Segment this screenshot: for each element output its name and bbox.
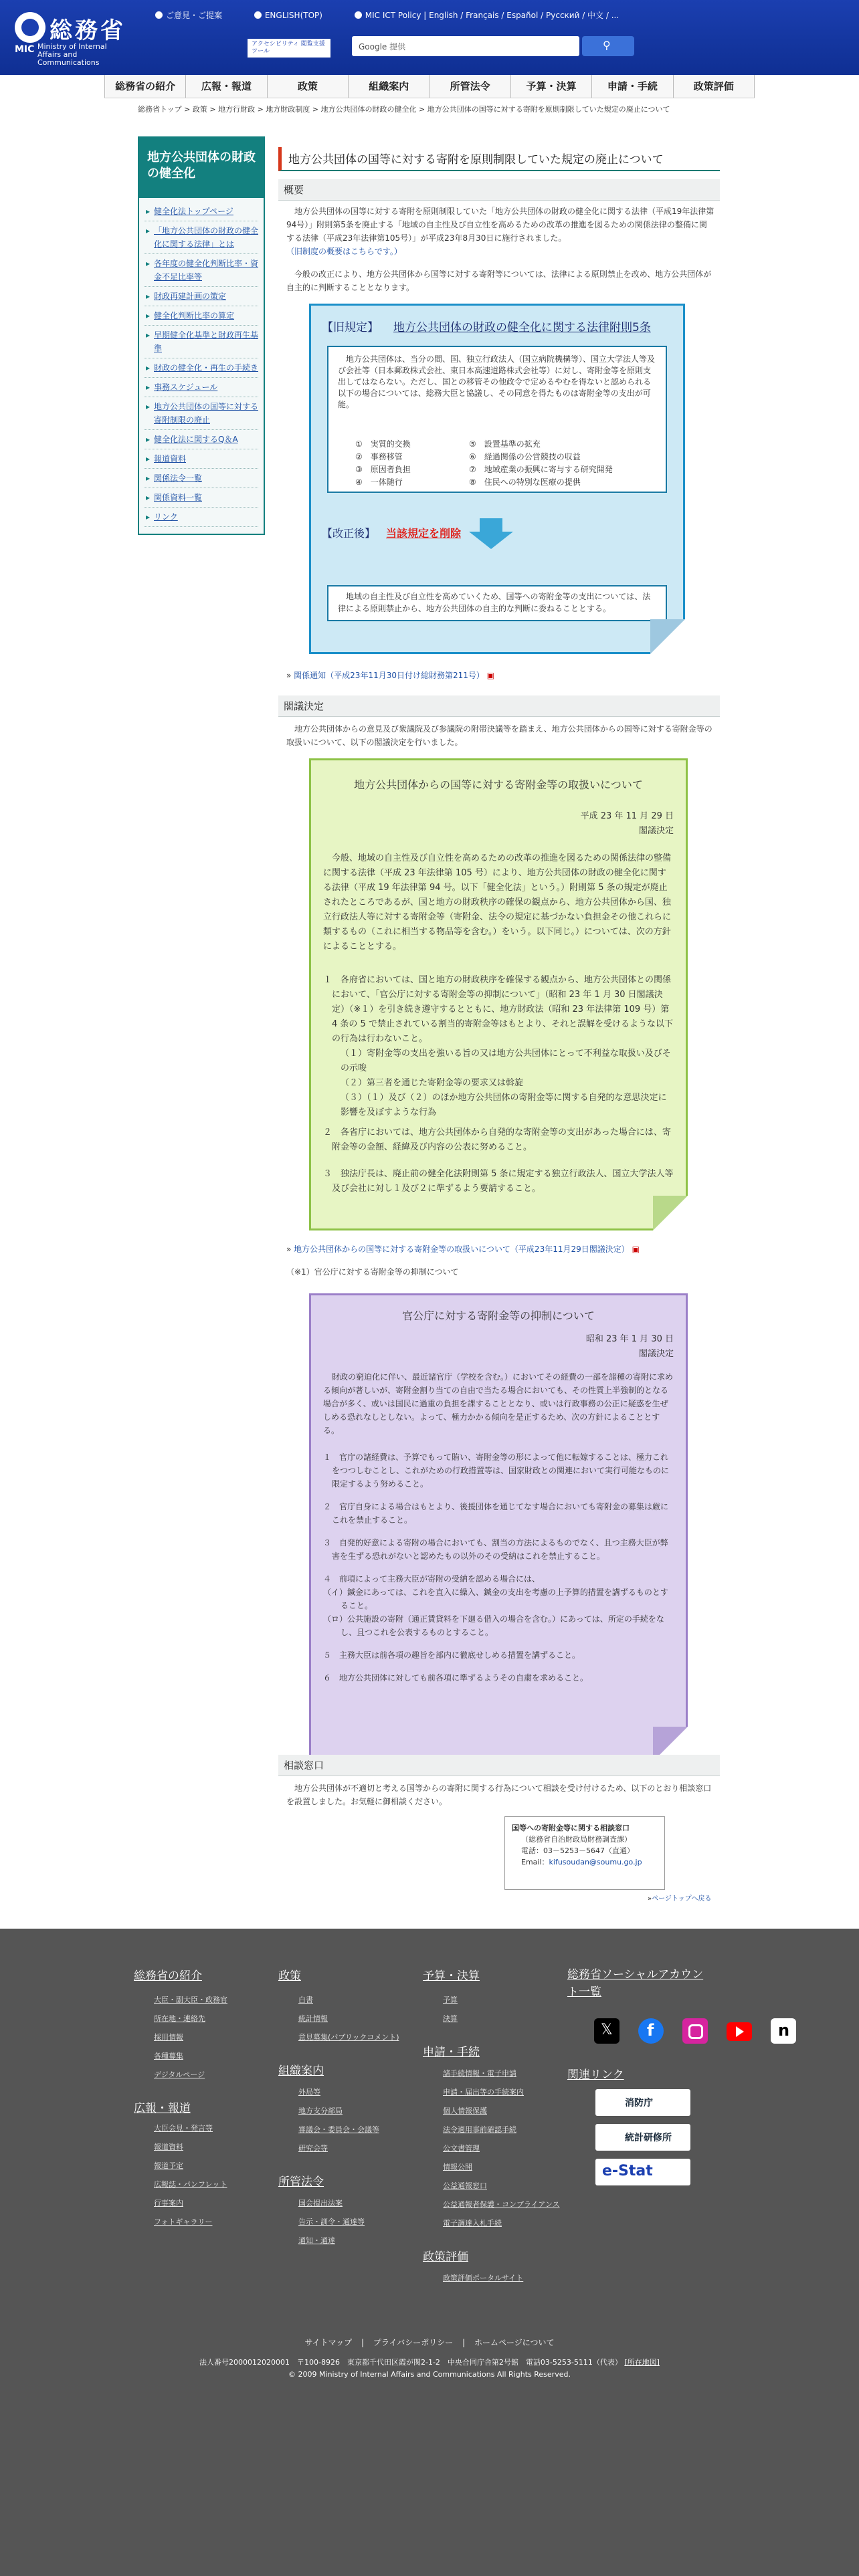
pagetop-row	[648, 1893, 711, 1906]
consultation-email-label: Email：	[521, 1858, 549, 1866]
sidebar-item[interactable]: ▸ 地方公共団体の国等に対する寄附制限の廃止	[145, 397, 258, 430]
map-link[interactable]: [所在地図]	[624, 2358, 660, 2367]
footer-heading[interactable]: 総務省ソーシャルアカウント一覧	[567, 1968, 704, 1999]
footer-link[interactable]: 大臣会見・発言等	[154, 2124, 213, 2133]
page-fold-icon	[650, 619, 685, 654]
footer-link[interactable]: 研究会等	[298, 2144, 328, 2153]
cabinet-decision-subitems	[323, 1047, 674, 1120]
search-input[interactable]	[352, 36, 579, 56]
consultation-dept: （総務省自治財政局財務調査課）	[521, 1835, 632, 1844]
banner-fdma[interactable]	[595, 2089, 690, 2116]
header-link-ict[interactable]	[355, 11, 634, 20]
old-rule-title: 地方公共団体の財政の健全化に関する法律附則5条	[393, 321, 651, 334]
cabinet-decision-subitem: （１）寄附金等の支出を強いる旨の又は地方公共団体にとって不利益な取扱い及びその示唆	[341, 1049, 671, 1073]
old-rule-item: ③ 原因者負担	[355, 465, 411, 474]
footer-link[interactable]: 大臣・副大臣・政務官	[154, 1996, 227, 2004]
footer-link[interactable]: 政策評価ポータルサイト	[443, 2274, 524, 2282]
section-heading-overview: 概要	[278, 179, 720, 201]
old-rule-header	[322, 318, 651, 334]
sidebar-title: 地方公共団体の財政の健全化	[138, 136, 265, 198]
footer-heading[interactable]: 広報・報道	[134, 2102, 191, 2115]
site-header	[0, 0, 859, 75]
old-rule-item: ⑤ 設置基準の拡充	[469, 439, 541, 449]
footer-link[interactable]: 告示・訓令・通達等	[298, 2218, 365, 2226]
logo-text: 総務省	[50, 17, 126, 44]
footer-heading[interactable]: 予算・決算	[423, 1969, 480, 1983]
header-link-english[interactable]	[254, 11, 337, 20]
footer-link[interactable]: 各種募集	[154, 2052, 183, 2060]
header-links	[155, 9, 648, 21]
section-heading-consultation: 相談窓口	[278, 1755, 720, 1776]
footer-link[interactable]: 統計情報	[298, 2014, 328, 2023]
restraint-decision-items	[323, 1451, 674, 1685]
footer-link[interactable]: 国会提出法案	[298, 2199, 343, 2208]
arrow-icon: »	[286, 1245, 292, 1254]
footer-heading[interactable]: 政策評価	[423, 2250, 468, 2264]
nav-item-policy[interactable]: 政策	[267, 75, 348, 98]
sidebar-menu	[138, 198, 265, 535]
global-nav	[104, 75, 755, 98]
restraint-decision-item: （イ）鍼金にあっては、これを直入に繰入、鍼金の支出を考慮の上予算的措置を講ずるものとすること。	[323, 1588, 668, 1610]
old-rule-items-right	[469, 438, 613, 489]
old-system-link[interactable]: （旧制度の概要はこちらです。）	[286, 247, 402, 256]
sidebar	[138, 136, 265, 535]
banner-stat-institute[interactable]	[595, 2124, 690, 2151]
footer-link[interactable]: 申請・届出等の手続案内	[443, 2088, 524, 2097]
cabinet-decision-intro: 今般、地域の自主性及び自立性を高めるための改革の推進を図るための関係法律の整備に関する法律（平成 23 年法律第 105 号）により、地方公共団体の財政の健全化に関する法律（平成 19 年法律第 94 号。以下「健全化法」という。）附則第 5 条の規定が廃止されたところであるが、国と地方の財政秩序の確保の観点から、地方公共団体から国、独立行政法人等に対する寄附金等（寄附金、法令の規定に基づかない負担金その他これらに類するもの（これに相当する物品等を含む。）をいう。以下同じ。）については、次の方針によることとする。	[323, 853, 672, 952]
sidebar-item[interactable]: ▸ リンク	[145, 508, 258, 527]
footer-link[interactable]: 予算	[443, 1996, 458, 2004]
nav-item-organization[interactable]: 組織案内	[348, 75, 429, 98]
note-1: （※1）官公庁に対する寄附金等の抑制について	[286, 1267, 459, 1277]
old-rule-item: ② 事務移管	[355, 452, 403, 461]
cabinet-decision-title: 地方公共団体からの国等に対する寄附金等の取扱いについて	[354, 778, 643, 791]
restraint-decision-item: ６ 地方公共団体に対しても前各項に準ずるようその自粛を求めること。	[323, 1673, 589, 1683]
down-arrow-icon	[469, 518, 513, 549]
pdf-icon: ▣	[632, 1245, 640, 1254]
separator: |	[462, 2338, 466, 2347]
header-link-feedback[interactable]	[155, 11, 237, 20]
cabinet-text: 地方公共団体からの意見及び衆議院及び参議院の附帯決議等を踏まえ、地方公共団体からの国等に対する寄附金等の取扱いについて、以下の閣議決定を行いました。	[286, 724, 712, 747]
new-rule-body-box	[327, 585, 667, 621]
consultation-tel: 電話：03－5253－5647（直通）	[521, 1846, 634, 1855]
restraint-decision-item: ４ 前項によって主務大臣が寄附の受納を認める場合には、	[323, 1574, 541, 1584]
footer-link[interactable]: 地方支分部局	[298, 2107, 343, 2115]
header-link-label: ご意見・ご提案	[166, 11, 223, 20]
old-rule-body: 地方公共団体は、当分の間、国、独立行政法人（国立病院機構等）、国立大学法人等及び会社等（日本郵政株式会社、東日本高速道路株式会社等）に対し、寄附金等を原則支出してはならない。ただし、国との移管その他政令で定めるやむを得ないと認められる以下の場合については、総務大臣と協議し、その同意を得たものは寄附金等の支出が可能。	[338, 354, 656, 409]
cabinet-decision-item: １ 各府省においては、国と地方の財政秩序を確保する観点から、地方公共団体との関係において、「官公庁に対する寄附金等の抑制について」（昭和 23 年 1 月 30 日閣議決定）（※１）を引き続き遵守するとともに、地方財政法（昭和 23 年法律第 109 号）第 4 条の 5 で禁止されている割当的寄附金等はもとより、それと誤解を受けるような以下の行為は行わないこと。	[323, 975, 673, 1044]
sidebar-item[interactable]: ▸ 報道資料	[145, 449, 258, 469]
old-rule-items-left	[355, 438, 411, 489]
footer-link[interactable]: 決算	[443, 2014, 458, 2023]
accessibility-button[interactable]	[248, 39, 330, 58]
new-rule-body: 地域の自主性及び自立性を高めていくため、国等への寄附金等の支出については、法律による原則禁止から、地方公共団体の自主的な判断に委ねることとする。	[338, 592, 651, 613]
breadcrumb[interactable]: 総務省トップ > 政策 > 地方行財政 > 地方財政制度 > 地方公共団体の財政の健全化 > 地方公共団体の国等に対する寄附を原則制限していた規定の廃止について	[138, 105, 670, 114]
footer-link[interactable]: 採用情報	[154, 2033, 183, 2042]
cabinet-decision-item: ３ 独法庁長は、廃止前の健全化法附則第 5 条に規定する独立行政法人、国立大学法人等及び会社に対し１及び２に準ずるよう要請すること。	[323, 1169, 674, 1194]
sidebar-item[interactable]: ▸ 健全化法トップページ	[145, 202, 258, 221]
new-rule-label: 【改正後】	[322, 527, 376, 540]
facebook-icon[interactable]: f	[638, 2018, 664, 2044]
overview-text	[286, 205, 714, 258]
old-rule-item: ⑦ 地域産業の振興に寄与する研究開発	[469, 465, 613, 474]
old-rule-body-box	[327, 346, 667, 493]
sidebar-item[interactable]: ▸ 健全化法に関するQ＆A	[145, 430, 258, 449]
nav-item-procedures[interactable]: 申請・手続	[591, 75, 672, 98]
old-rule-panel	[309, 304, 685, 654]
new-rule-title: 当該規定を削除	[386, 527, 462, 540]
nav-item-evaluation[interactable]: 政策評価	[673, 75, 755, 98]
sidebar-item[interactable]: ▸ 各年度の健全化判断比率・資金不足比率等	[145, 254, 258, 287]
logo-mic: MIC	[15, 44, 35, 55]
nav-item-press[interactable]: 広報・報道	[185, 75, 266, 98]
footer-link[interactable]: 公文書管理	[443, 2144, 480, 2153]
restraint-decision-item: ３ 自発的好意による寄附の場合においても、割当の方法によるものでなく、且つ主務大臣が弊害を生ずる恐れがないと認めたもの以外のその受納はこれを禁止すること。	[323, 1538, 668, 1561]
old-rule-item: ④ 一体随行	[355, 477, 403, 487]
old-rule-item: ⑥ 経過関係の公営競技の収益	[469, 452, 581, 461]
cabinet-decision-panel	[309, 758, 688, 1230]
site-footer	[0, 1929, 859, 2576]
footer-link[interactable]: フォトギャラリー	[154, 2218, 213, 2226]
nav-item-laws[interactable]: 所管法令	[430, 75, 510, 98]
footer-link[interactable]: 公益通報者保護・コンプライアンス	[443, 2200, 560, 2209]
consultation-email-link[interactable]: kifusoudan@soumu.go.jp	[549, 1858, 642, 1866]
footer-link[interactable]: 広報誌・パンフレット	[154, 2180, 227, 2189]
sidebar-item[interactable]: ▸ 事務スケジュール	[145, 378, 258, 397]
logo-english: Ministry of Internal Affairs and Communications	[37, 42, 107, 67]
accessibility-label: アクセシビリティ 閲覧支援ツール	[252, 41, 325, 55]
footer-privacy-link[interactable]: プライバシーポリシー	[373, 2338, 454, 2347]
footer-link[interactable]: 法令適用事前確認手続	[443, 2125, 516, 2134]
sidebar-item[interactable]: ▸ 財政の健全化・再生の手続き	[145, 358, 258, 378]
footer-sitemap-link[interactable]: サイトマップ	[304, 2338, 353, 2347]
footer-link[interactable]: 通知・通達	[298, 2236, 335, 2245]
footer-link[interactable]: 諸手続情報・電子申請	[443, 2069, 516, 2078]
restraint-decision-label: 閣議決定	[638, 1349, 674, 1359]
cabinet-decision-subitem: （２）第三者を通じた寄附金等の要求又は斡旋	[341, 1078, 524, 1088]
sidebar-item[interactable]: ▸ 「地方公共団体の財政の健全化に関する法律」とは	[145, 221, 258, 254]
instagram-icon[interactable]	[682, 2018, 708, 2044]
restraint-decision-panel	[309, 1293, 688, 1761]
footer-heading[interactable]: 組織案内	[278, 2064, 324, 2078]
search-placeholder: Google 提供	[359, 42, 406, 51]
consultation-title: 国等への寄附金等に関する相談窓口	[512, 1824, 630, 1832]
note-icon[interactable]: n	[771, 2018, 796, 2044]
footer-link[interactable]: デジタルページ	[154, 2070, 205, 2079]
logo-mark-icon	[15, 12, 45, 43]
youtube-icon[interactable]	[727, 2022, 752, 2041]
old-rule-item: ⑧ 住民への特別な医療の提供	[469, 477, 581, 487]
cabinet-link-row	[286, 1243, 714, 1256]
footer-link[interactable]: 公益通報窓口	[443, 2181, 487, 2190]
sidebar-item[interactable]: ▸ 健全化判断比率の算定	[145, 306, 258, 326]
footer-link[interactable]: 電子調達入札手続	[443, 2219, 502, 2228]
footer-link[interactable]: 審議会・委員会・会議等	[298, 2125, 379, 2134]
notice-row	[286, 669, 714, 682]
footer-link[interactable]: 個人情報保護	[443, 2107, 487, 2115]
arrow-icon: »	[286, 671, 292, 680]
section-heading-cabinet: 閣議決定	[278, 695, 720, 717]
footer-link[interactable]: 意見募集(パブリックコメント)	[298, 2033, 399, 2042]
consultation-box	[504, 1816, 665, 1890]
separator: |	[361, 2338, 365, 2347]
banner-label: 消防庁	[625, 2098, 653, 2109]
copyright: © 2009 Ministry of Internal Affairs and Communications All Rights Reserved.	[288, 2370, 571, 2379]
search-button[interactable]	[582, 36, 634, 56]
cabinet-decision-subitem: （３）（１）及び（２）のほか地方公共団体の寄附金等に関する自発的な意思決定に影響を及ぼすような行為	[341, 1093, 667, 1117]
nav-item-about[interactable]: 総務省の紹介	[104, 75, 185, 98]
circle-icon	[355, 11, 362, 19]
notice-pdf-link[interactable]: 関係通知（平成23年11月30日付け総財務第211号）	[294, 671, 484, 680]
footer-heading[interactable]: 所管法令	[278, 2175, 324, 2189]
footer-heading[interactable]: 関連リンク	[567, 2068, 624, 2082]
header-link-label: ENGLISH(TOP)	[264, 11, 322, 20]
cabinet-decision-item: ２ 各省庁においては、地方公共団体から自発的な寄附金等の支出があった場合には、寄附金等の金額、経緯及び内容の公表に努めること。	[323, 1128, 671, 1152]
new-rule-header	[322, 525, 461, 540]
footer-link[interactable]: 情報公開	[443, 2163, 472, 2171]
cabinet-decision-date: 平成 23 年 11 月 29 日	[580, 811, 674, 821]
old-rule-label: 【旧規定】	[322, 321, 379, 334]
footer-link[interactable]: 報道予定	[154, 2161, 183, 2170]
footer-link[interactable]: 所在地・連絡先	[154, 2014, 205, 2023]
footer-link[interactable]: 白書	[298, 1996, 313, 2004]
overview-para-2: 今般の改正により、地方公共団体から国等に対する寄附等については、法律による原則禁止を改め、地方公共団体が自主的に判断することとなります。	[286, 270, 712, 292]
restraint-decision-item: ５ 主務大臣は前各項の趣旨を部内に徹底せしめる措置を講ずること。	[323, 1650, 581, 1660]
x-icon[interactable]: 𝕏	[594, 2018, 619, 2044]
footer-bottom-links	[0, 2337, 859, 2348]
footer-heading[interactable]: 申請・手続	[423, 2046, 480, 2059]
old-rule-item: ① 実質的交換	[355, 439, 411, 449]
banner-label: e-Stat	[602, 2163, 653, 2179]
pagetop-link[interactable]: ページトップへ戻る	[652, 1895, 712, 1903]
circle-icon	[254, 11, 262, 19]
footer-link[interactable]: 行事案内	[154, 2199, 183, 2208]
restraint-decision-item: ２ 官庁自身による場合はもとより、後援団体を通じてなす場合においても寄附金の募集は厳にこれを禁止すること。	[323, 1502, 669, 1525]
consultation-text: 地方公共団体が不適切と考える国等からの寄附に関する行為について相談を受け付けるため、以下のとおり相談窓口を設置しました。お気軽に御相談ください。	[286, 1784, 712, 1806]
cabinet-pdf-link[interactable]: 地方公共団体からの国等に対する寄附金等の取扱いについて（平成23年11月29日閣議決定）	[294, 1245, 630, 1254]
footer-address	[0, 2357, 859, 2367]
sidebar-item[interactable]: ▸ 財政再建計画の策定	[145, 287, 258, 306]
overview-para: 地方公共団体の国等に対する寄附を原則制限していた「地方公共団体の財政の健全化に関する法律（平成19年法律第94号）」附則第5条を廃止する「地域の自主性及び自立性を高めるための改革の推進を図るための関係法律の整備に関する法律（平成23年法律第105号）」が平成23年8月30日に施行されました。	[286, 207, 714, 243]
nav-item-budget[interactable]: 予算・決算	[510, 75, 591, 98]
header-link-label: MIC ICT Policy | English / Français / Español / Русский / 中文 / ...	[365, 11, 619, 20]
footer-link[interactable]: 報道資料	[154, 2143, 183, 2151]
address-text: 法人番号2000012020001 〒100-8926 東京都千代田区霞が関2-1-2 中央合同庁舎第2号館 電話03-5253-5111（代表）	[199, 2358, 622, 2367]
restraint-decision-title: 官公庁に対する寄附金等の抑制について	[402, 1309, 595, 1322]
sidebar-item[interactable]: ▸ 関係法令一覧	[145, 469, 258, 488]
arrow-icon: »	[648, 1895, 652, 1903]
page-title: 地方公共団体の国等に対する寄附を原則制限していた規定の廃止について	[278, 147, 720, 171]
footer-link[interactable]: 外局等	[298, 2088, 320, 2097]
restraint-decision-item: １ 官庁の諸経費は、予算でもって賄い、寄附金等の形によって他に転嫁することは、極力これをつつしむことし、これがための行政措置等は、国家財政との関連において実行可能なものに限定するよう努めること。	[323, 1453, 670, 1489]
banner-label: 統計研修所	[625, 2133, 672, 2143]
restraint-decision-intro: 財政の窮迫化に伴い、最近諸官庁（学校を含む。）においてその経費の一部を諸種の寄附に求める傾向が著しいが、寄附金割り当ての自由で当たる場合においても、その性質上半強制的となる場合が多く、或いは国民に過重の負担を課することとなり、或いは行政事務の公正に疑惑を生ぜしめる恐れなしとしない。よって、極力かかる傾向を是正するため、次の方針によることとする。	[323, 1372, 674, 1435]
sidebar-item[interactable]: ▸ 早期健全化基準と財政再生基準	[145, 326, 258, 358]
footer-heading[interactable]: 総務省の紹介	[134, 1969, 202, 1983]
circle-icon	[155, 11, 163, 19]
sidebar-item[interactable]: ▸ 関係資料一覧	[145, 488, 258, 508]
banner-estat[interactable]	[595, 2159, 690, 2185]
restraint-decision-item: （ロ）公共施設の寄附（通正賃貸料を下廻る借入の場合を含む。）にあっては、所定の手続をなし、且つこれを公表するものとすること。	[323, 1614, 664, 1637]
page-fold-icon	[653, 1196, 688, 1230]
footer-heading[interactable]: 政策	[278, 1969, 301, 1983]
restraint-decision-date: 昭和 23 年 1 月 30 日	[585, 1334, 674, 1344]
cabinet-decision-label: 閣議決定	[638, 826, 674, 836]
footer-about-link[interactable]: ホームページについて	[474, 2338, 555, 2347]
pdf-icon: ▣	[486, 671, 495, 680]
